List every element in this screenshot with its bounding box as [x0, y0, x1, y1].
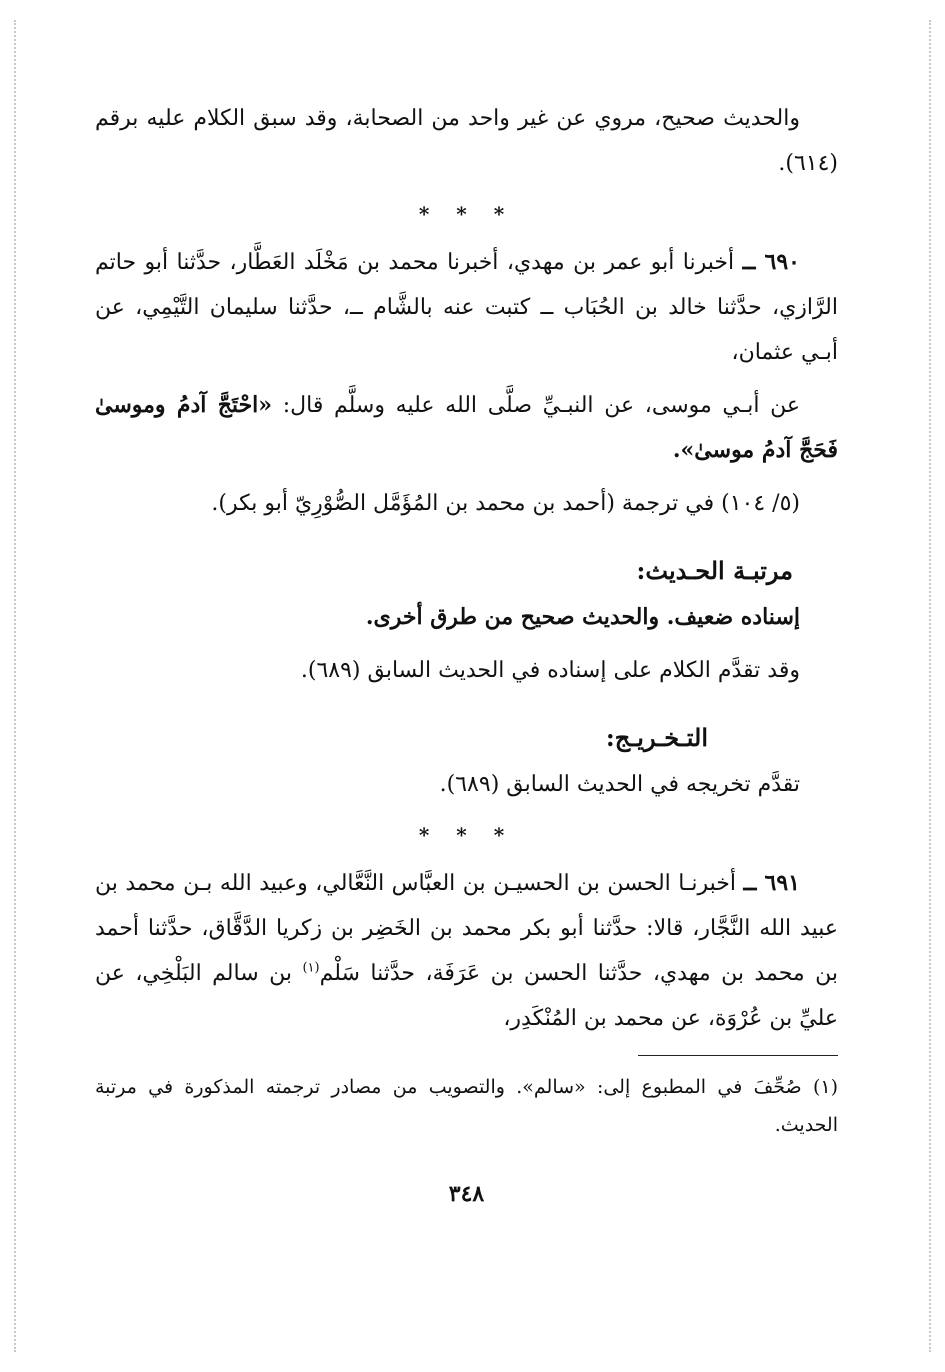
- hadith-number: ٦٩٠ ــ: [742, 249, 800, 275]
- takhrij-heading: التـخـريـج:: [605, 723, 708, 752]
- takhrij-text: تقدَّم تخريجه في الحديث السابق (٦٨٩).: [439, 772, 800, 797]
- scan-edge-right: [929, 20, 931, 1352]
- hadith-chain-continued: بن سالم البَلْخِي، عن عليِّ بن عُرْوَة، عن محمد بن المُنْكَدِر،: [95, 961, 838, 1031]
- hadith-matn-intro: عن أبـي موسى، عن النبـيِّ صلَّى الله عليه وسلَّم قال:: [282, 393, 800, 418]
- page-number: ٣٤٨: [448, 1181, 485, 1207]
- footnote-divider: [638, 1055, 838, 1056]
- hadith-grade-note: وقد تقدَّم الكلام على إسناده في الحديث السابق (٦٨٩).: [300, 658, 800, 683]
- hadith-grade-verdict: إسناده ضعيف. والحديث صحيح من طرق أخرى.: [365, 604, 800, 630]
- hadith-690-reference: (٥/ ١٠٤) في ترجمة (أحمد بن محمد بن المُؤَمَّل الصُّوْرِيّ أبو بكر).: [211, 491, 800, 516]
- scan-edge-left: [14, 20, 16, 1352]
- hadith-grade-heading: مرتبـة الحـديث:: [636, 556, 793, 585]
- footnote: (١) صُحِّفَ في المطبوع إلى: «سالم». والتصويب من مصادر ترجمته المذكورة في مرتبة الحديث.: [95, 1076, 838, 1136]
- hadith-691-isnad: [95, 861, 838, 1041]
- previous-hadith-conclusion: والحديث صحيح، مروي عن غير واحد من الصحابة، وقد سبق الكلام عليه برقم (٦١٤).: [95, 106, 838, 176]
- book-page: [95, 96, 838, 1217]
- hadith-chain: أخبرنـا الحسن بن الحسيـن بن العبَّاس النَّعَّالي، وعبيد الله بـن محمد بن عبيد الله النَّجَّار، قالا: حدَّثنا أبو بكر محمد بن الخَضِر بن زكريا الدَّقَّاق، حدَّثنا أحمد بن محمد بن مهدي، حدَّثنا الحسن بن عَرَفَة، حدَّثنا سَلْم: [95, 871, 839, 986]
- hadith-number: ٦٩١ ــ: [743, 870, 800, 896]
- section-separator: * * *: [418, 823, 515, 847]
- hadith-matn-quote: «احْتَجَّ آدمُ وموسىٰ فَحَجَّ آدمُ موسىٰ».: [95, 392, 838, 463]
- hadith-690-isnad: [95, 240, 838, 375]
- hadith-690-matn: [95, 383, 838, 473]
- hadith-chain: أخبرنا أبو عمر بن مهدي، أخبرنا محمد بن مَخْلَد العَطَّار، حدَّثنا أبو حاتم الرَّازي، حدَّثنا خالد بن الحُبَاب ــ كتبت عنه بالشَّام ــ، حدَّثنا سليمان التَّيْمِي، عن أبـي عثمان،: [95, 250, 838, 365]
- footnote-marker: (١): [302, 960, 320, 976]
- section-separator: * * *: [418, 202, 515, 226]
